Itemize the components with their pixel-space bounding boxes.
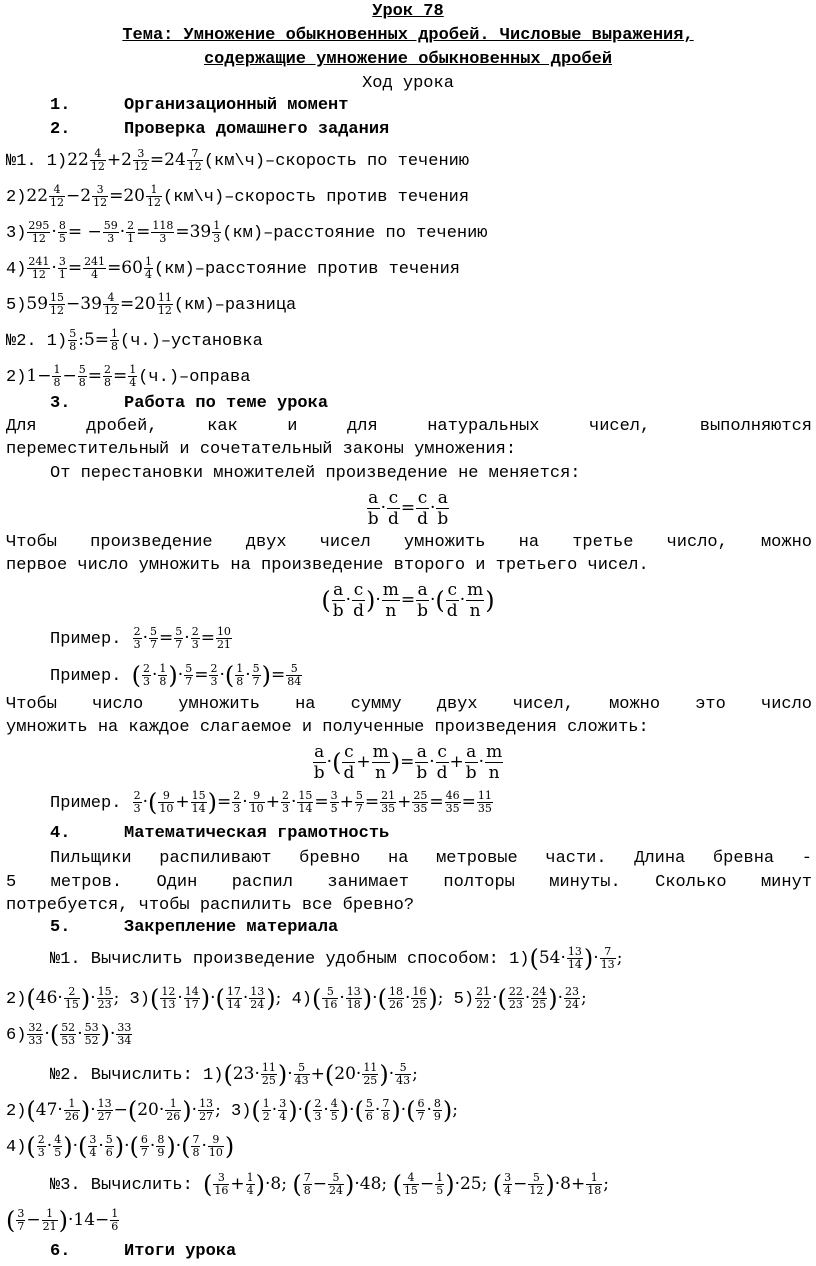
section-1-heading: 1. Организационный момент	[50, 96, 349, 115]
hw-task1-line4: 4) $\frac{241}{12}$ · $\frac{3}{1}$ = $\frac{241}{4}$ =60 $\frac{1}{4}$ (км)–расстояние против течения	[6, 255, 461, 281]
example-1: Пример. $\frac{2}{3}$ · $\frac{5}{7}$ = $\frac{5}{7}$ · $\frac{2}{3}$ = $\frac{10}{21}$	[50, 625, 231, 651]
practice-task1-line2: 2)(46· $\frac{2}{15}$ )· $\frac{15}{23}$ ; 3)( $\frac{12}{13}$ · $\frac{14}{17}$ )·( $\frac{17}{14}$ · $\frac{13}{24}$ ); 4)( $\frac{5}{16}$ · $\frac{13}{18}$ )·( $\frac{18}{26}$ · $\frac{16}{25}$ ); 5) $\frac{21}{22}$ ·( $\frac{22}{23}$ · $\frac{24}{25}$ )· $\frac{23}{24}$ ;	[6, 984, 587, 1013]
practice-task3-line1: №3. Вычислить: ( $\frac{3}{16}$ + $\frac{1}{4}$ )·8; ( $\frac{7}{8}$ − $\frac{5}{24}$ )·48; ( $\frac{4}{15}$ − $\frac{1}{5}$ )·25; ( $\frac{3}{4}$ − $\frac{5}{12}$ )·8+ $\frac{1}{18}$ ;	[50, 1170, 609, 1199]
practice-task2-line3: 4)( $\frac{2}{3}$ · $\frac{4}{5}$ )·( $\frac{3}{4}$ · $\frac{5}{6}$ )·( $\frac{6}{7}$ · $\frac{8}{9}$ )·( $\frac{7}{8}$ · $\frac{9}{10}$ )	[6, 1132, 235, 1161]
hw-task1-line1: №1. 1)22 $\frac{4}{12}$ +2 $\frac{3}{12}$ =24 $\frac{7}{12}$ (км\ч)–скорость по течению	[6, 147, 470, 173]
lesson-title: Урок 78	[372, 2, 444, 21]
section-5-heading: 5. Закрепление материала	[50, 918, 339, 937]
hw-task1-line5: 5)59 $\frac{15}{12}$ −39 $\frac{4}{12}$ =20 $\frac{11}{12}$ (км)–разница	[6, 291, 297, 317]
example-3: Пример. $\frac{2}{3}$ ·( $\frac{9}{10}$ + $\frac{15}{14}$ )= $\frac{2}{3}$ · $\frac{9}{10}$ + $\frac{2}{3}$ · $\frac{15}{14}$ = $\frac{3}{5}$ + $\frac{5}{7}$ = $\frac{21}{35}$ + $\frac{25}{35}$ = $\frac{46}{35}$ = $\frac{11}{35}$	[50, 788, 492, 817]
theory-para3-line2: первое число умножить на произведение второго и третьего чисел.	[6, 556, 649, 575]
theory-para2: От перестановки множителей произведение не меняется:	[50, 464, 581, 483]
practice-task2-line2: 2)(47· $\frac{1}{26}$ )· $\frac{13}{27}$ −(20· $\frac{1}{26}$ )· $\frac{13}{27}$ ; 3)( $\frac{1}{2}$ · $\frac{3}{4}$ )·( $\frac{2}{3}$ · $\frac{4}{5}$ )·( $\frac{5}{6}$ · $\frac{7}{8}$ )·( $\frac{6}{7}$ · $\frac{8}{9}$ );	[6, 1096, 458, 1125]
section-6-heading: 6. Итоги урока	[50, 1242, 237, 1261]
section-4-heading: 4. Математическая грамотность	[50, 824, 390, 843]
hw-task2-line1: №2. 1) $\frac{5}{8}$ :5= $\frac{1}{8}$ (ч.)–установка	[6, 327, 263, 353]
theory-para1-line1: Для дробей, как и для натуральных чисел, выполняются	[6, 417, 812, 436]
distributive-formula: $\frac{a}{b}$ ·( $\frac{c}{d}$ + $\frac{m}{n}$ )= $\frac{a}{b}$ · $\frac{c}{d}$ + $\frac{a}{b}$ · $\frac{m}{n}$	[313, 742, 503, 783]
practice-task1-line3: 6) $\frac{32}{33}$ ·( $\frac{52}{53}$ · $\frac{53}{52}$ )· $\frac{33}{34}$	[6, 1020, 132, 1049]
topic-line-1: Тема: Умножение обыкновенных дробей. Числовые выражения,	[122, 26, 694, 45]
theory-para3-line1: Чтобы произведение двух чисел умножить на третье число, можно	[6, 533, 812, 552]
theory-para1-line2: переместительный и сочетательный законы умножения:	[6, 440, 517, 459]
topic-line-2: содержащие умножение обыкновенных дробей	[203, 50, 613, 69]
hw-task1-line3: 3) $\frac{295}{12}$ · $\frac{8}{5}$ = − $\frac{59}{3}$ · $\frac{2}{1}$ = $\frac{118}{3}$ =39 $\frac{1}{3}$ (км)–расстояние по течению	[6, 219, 488, 245]
section-2-heading: 2. Проверка домашнего задания	[50, 120, 390, 139]
commutative-formula: $\frac{a}{b}$ · $\frac{c}{d}$ = $\frac{c}{d}$ · $\frac{a}{b}$	[367, 488, 449, 529]
hw-task2-line2: 2)1− $\frac{1}{8}$ − $\frac{5}{8}$ = $\frac{2}{8}$ = $\frac{1}{4}$ (ч.)–оправа	[6, 363, 251, 389]
example-2: Пример. ( $\frac{2}{3}$ · $\frac{1}{8}$ )· $\frac{5}{7}$ = $\frac{2}{3}$ ·( $\frac{1}{8}$ · $\frac{5}{7}$ )= $\frac{5}{84}$	[50, 661, 302, 690]
literacy-line2: 5 метров. Один распил занимает полторы минуты. Сколько минут	[6, 873, 812, 892]
hw-task1-line2: 2)22 $\frac{4}{12}$ −2 $\frac{3}{12}$ =20 $\frac{1}{12}$ (км\ч)–скорость против течения	[6, 183, 470, 209]
theory-para4-line2: умножить на каждое слагаемое и полученные произведения сложить:	[6, 718, 649, 737]
literacy-line1: Пильщики распиливают бревно на метровые части. Длина бревна -	[50, 849, 812, 868]
associative-formula: ( $\frac{a}{b}$ · $\frac{c}{d}$ )· $\frac{m}{n}$ = $\frac{a}{b}$ ·( $\frac{c}{d}$ · $\frac{m}{n}$ )	[321, 580, 495, 621]
theory-para4-line1: Чтобы число умножить на сумму двух чисел, можно это число	[6, 695, 812, 714]
literacy-line3: потребуется, чтобы распилить все бревно?	[6, 896, 415, 915]
practice-task2-line1: №2. Вычислить: 1)(23· $\frac{11}{25}$ )· $\frac{5}{43}$ +(20· $\frac{11}{25}$ )· $\frac{5}{43}$ ;	[50, 1060, 418, 1089]
practice-task3-line2: ( $\frac{3}{7}$ − $\frac{1}{21}$ )·14− $\frac{1}{6}$	[6, 1206, 119, 1235]
practice-task1-line1: №1. Вычислить произведение удобным способом: 1)(54· $\frac{13}{14}$ )· $\frac{7}{13}$ ;	[50, 944, 623, 973]
section-3-heading: 3. Работа по теме урока	[50, 394, 329, 413]
course-label: Ход урока	[362, 74, 454, 93]
